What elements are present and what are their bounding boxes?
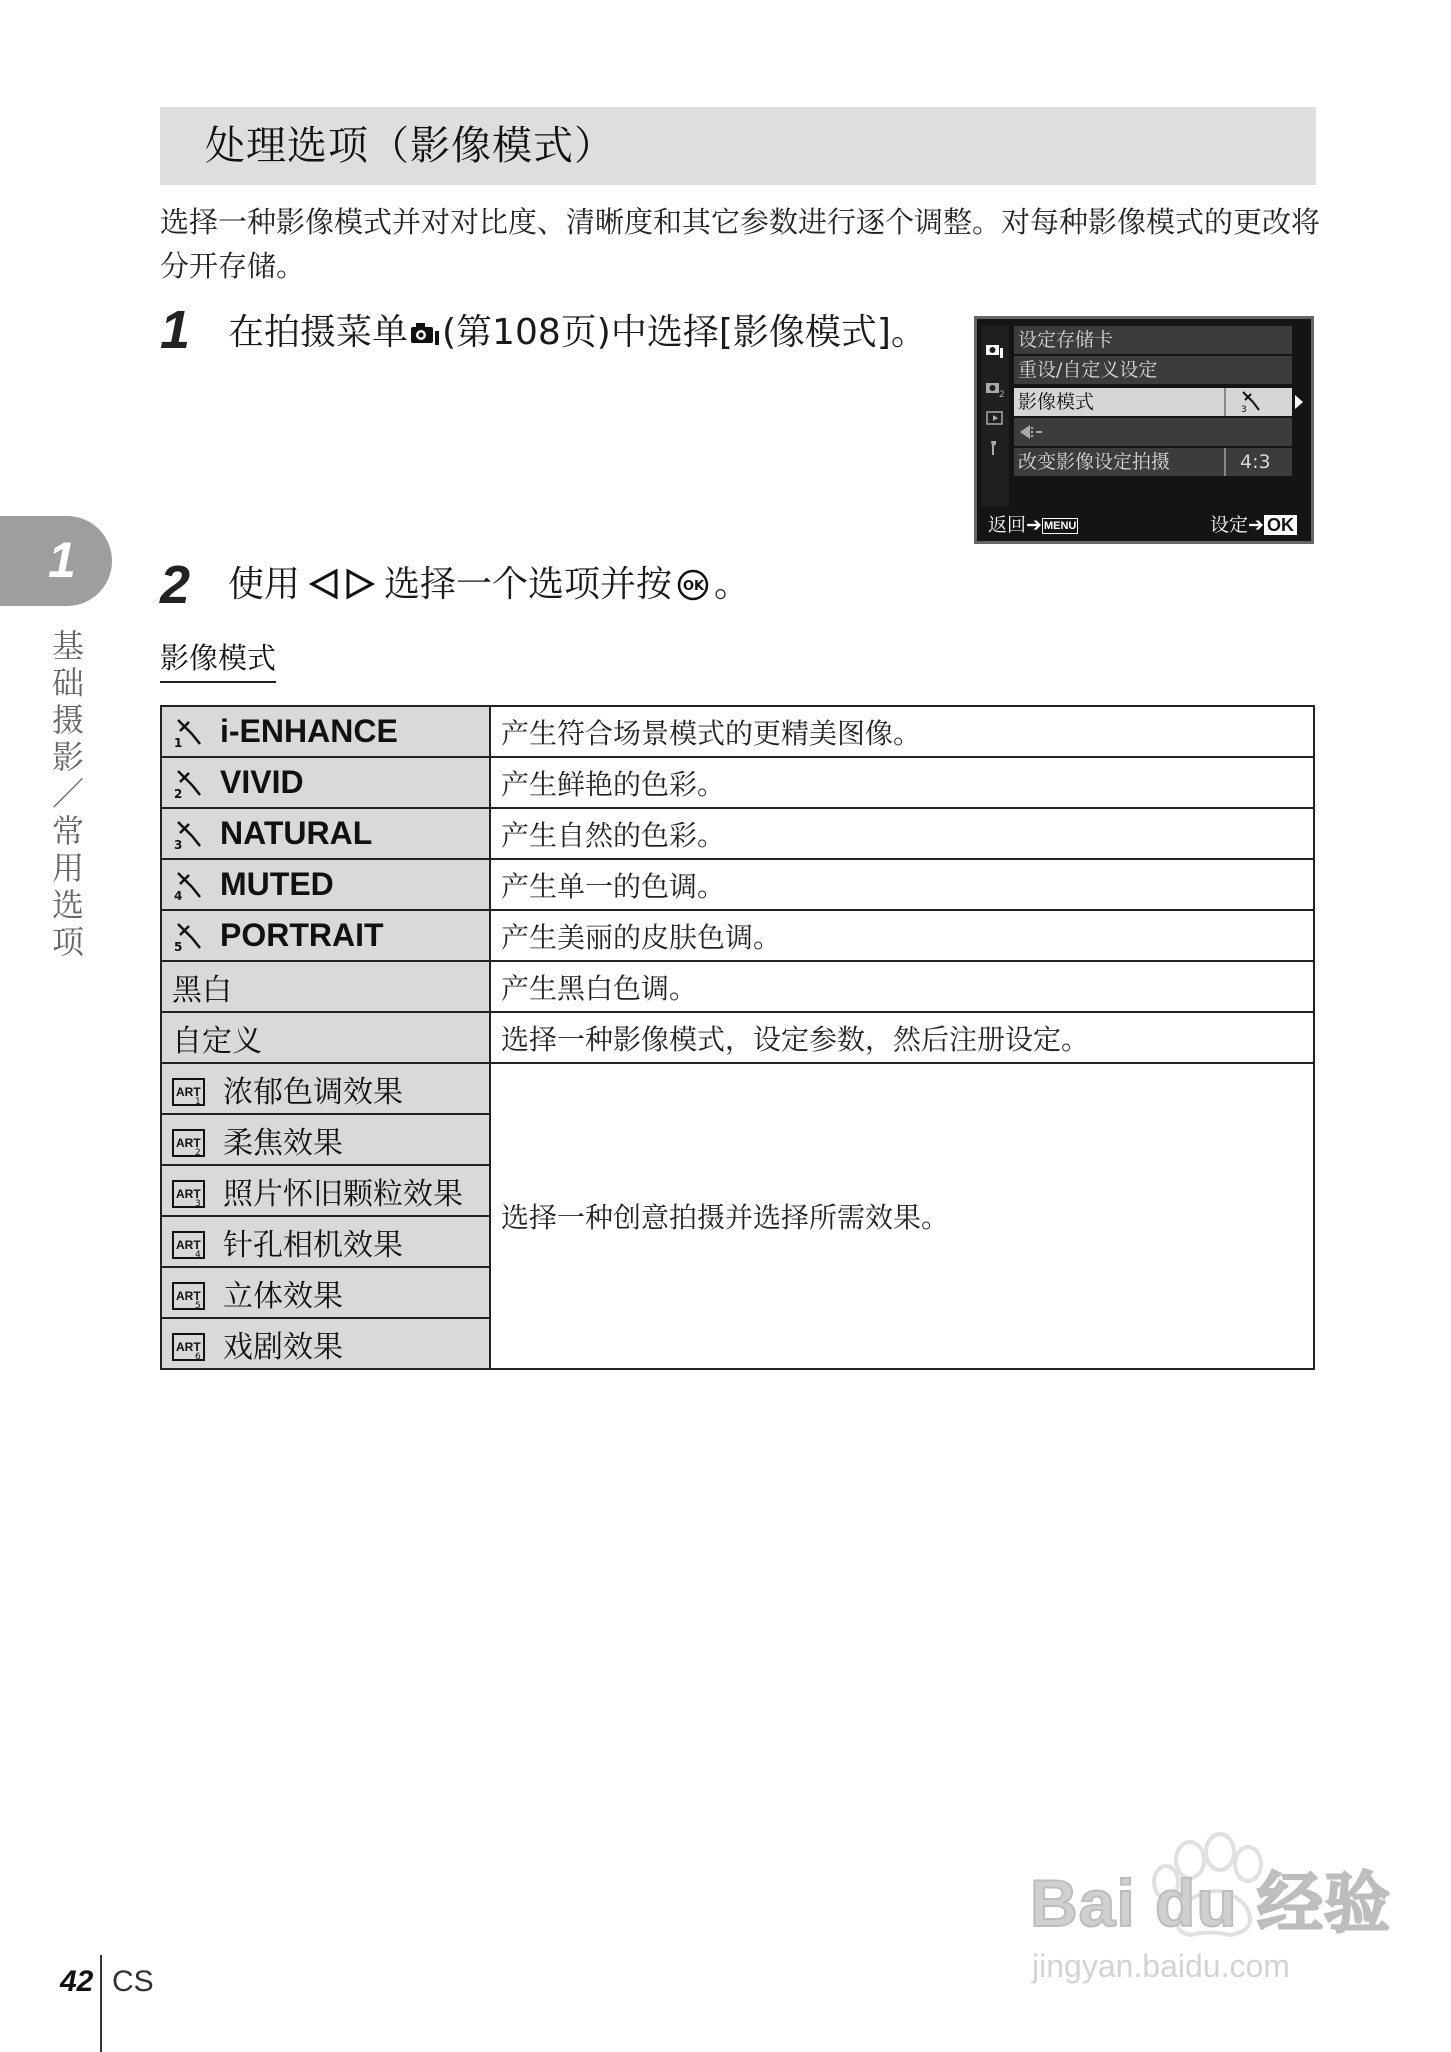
art-name-cell bbox=[161, 1216, 490, 1267]
mode-desc-cell: 产生自然的色彩。 bbox=[490, 808, 1314, 859]
art-6-icon bbox=[172, 1333, 205, 1361]
picture-mode-1-icon bbox=[172, 714, 206, 748]
mode-name: NATURAL bbox=[220, 815, 373, 851]
step-2-number: 2 bbox=[160, 555, 191, 615]
mode-desc-cell: 产生符合场景模式的更精美图像。 bbox=[490, 706, 1314, 757]
mode-desc-cell: 产生鲜艳的色彩。 bbox=[490, 757, 1314, 808]
art-3-icon bbox=[172, 1180, 205, 1208]
picture-mode-2-icon bbox=[172, 765, 206, 799]
watermark-brand: Bai du 经验 bbox=[1030, 1866, 1392, 1940]
camera-menu-row-value bbox=[1224, 388, 1284, 416]
table-row bbox=[161, 808, 1314, 859]
camera-menu-row-label: 改变影像设定拍摄 bbox=[1018, 451, 1171, 473]
picture-mode-3-icon bbox=[172, 816, 206, 850]
svg-text:5: 5 bbox=[174, 940, 183, 952]
svg-text:2: 2 bbox=[195, 1147, 201, 1157]
svg-text:ART: ART bbox=[176, 1339, 201, 1354]
svg-text:ART: ART bbox=[176, 1288, 201, 1303]
ok-button-icon bbox=[676, 568, 710, 602]
picture-mode-4-icon bbox=[172, 867, 206, 901]
art-desc-cell: 选择一种创意拍摄并选择所需效果。 bbox=[490, 1063, 1314, 1369]
svg-text:3: 3 bbox=[174, 838, 183, 850]
mode-name-cell bbox=[161, 859, 490, 910]
mode-name-cell bbox=[161, 706, 490, 757]
picture-mode-3-icon bbox=[1240, 389, 1262, 413]
camera-menu-row[interactable] bbox=[1014, 418, 1292, 446]
mode-name-cell bbox=[161, 910, 490, 961]
art-name: 针孔相机效果 bbox=[223, 1227, 403, 1263]
table-row bbox=[161, 859, 1314, 910]
section-heading: 影像模式 bbox=[160, 636, 276, 683]
table-row bbox=[161, 961, 1314, 1012]
mode-name-cell: 黑白 bbox=[161, 961, 490, 1012]
set-label: 设定 bbox=[1210, 514, 1249, 536]
camera-back-hint: 返回➔ MENU bbox=[988, 514, 1077, 536]
mode-desc-cell: 产生黑白色调。 bbox=[490, 961, 1314, 1012]
camera-menu-sidebar bbox=[981, 326, 1009, 506]
shooting-menu-1-icon bbox=[410, 321, 440, 347]
picture-mode-5-icon bbox=[172, 918, 206, 952]
page-number: 42 bbox=[60, 1965, 94, 1998]
footer-divider bbox=[100, 1955, 102, 2052]
picture-mode-table bbox=[160, 705, 1315, 1370]
language-code: CS bbox=[112, 1965, 154, 1998]
camera-set-hint: 设定➔ OK bbox=[1210, 513, 1297, 537]
art-name-cell bbox=[161, 1165, 490, 1216]
step-1-text-after: (第108页)中选择[影像模式]。 bbox=[442, 312, 927, 353]
svg-text:ART: ART bbox=[176, 1237, 201, 1252]
mode-name-cell: 自定义 bbox=[161, 1012, 490, 1063]
table-row bbox=[161, 757, 1314, 808]
back-label: 返回 bbox=[988, 514, 1027, 536]
svg-text:2: 2 bbox=[999, 390, 1005, 398]
camera-menu-row[interactable] bbox=[1014, 326, 1292, 354]
mode-name: PORTRAIT bbox=[220, 917, 384, 953]
art-4-icon bbox=[172, 1231, 205, 1259]
svg-text:4: 4 bbox=[174, 889, 183, 901]
camera-menu-row-selected[interactable] bbox=[1014, 388, 1292, 416]
camera-menu-row[interactable] bbox=[1014, 356, 1292, 384]
arrow-right-icon bbox=[1294, 394, 1304, 410]
svg-text:3: 3 bbox=[1241, 405, 1247, 413]
table-row bbox=[161, 1012, 1314, 1063]
art-name: 照片怀旧颗粒效果 bbox=[223, 1176, 463, 1212]
camera-menu-row[interactable] bbox=[1014, 448, 1292, 476]
flash-compensation-icon bbox=[1018, 421, 1052, 443]
svg-text:1: 1 bbox=[195, 1096, 201, 1106]
menu-key: MENU bbox=[1043, 520, 1077, 532]
art-name: 柔焦效果 bbox=[223, 1125, 343, 1161]
playback-menu-icon bbox=[985, 408, 1005, 428]
table-row bbox=[161, 1063, 1314, 1114]
art-name-cell bbox=[161, 1267, 490, 1318]
svg-text:ART: ART bbox=[176, 1135, 201, 1150]
step-2-text-after: 。 bbox=[714, 564, 751, 605]
step-2-text-middle: 选择一个选项并按 bbox=[384, 564, 673, 605]
camera-menu-row-label: 影像模式 bbox=[1018, 391, 1095, 413]
art-5-icon bbox=[172, 1282, 205, 1310]
svg-text:3: 3 bbox=[195, 1198, 201, 1208]
art-1-icon bbox=[172, 1078, 205, 1106]
svg-text:ART: ART bbox=[176, 1084, 201, 1099]
chapter-number: 1 bbox=[48, 532, 76, 588]
camera-menu-row-label: 重设/自定义设定 bbox=[1018, 359, 1158, 381]
watermark-url: jingyan.baidu.com bbox=[1032, 1948, 1290, 1984]
mode-name-cell bbox=[161, 808, 490, 859]
mode-desc-cell: 产生美丽的皮肤色调。 bbox=[490, 910, 1314, 961]
page-title: 处理选项（影像模式） bbox=[205, 123, 615, 169]
svg-text:4: 4 bbox=[195, 1249, 201, 1259]
svg-text:ART: ART bbox=[176, 1186, 201, 1201]
intro-paragraph: 选择一种影像模式并对对比度、清晰度和其它参数进行逐个调整。对每种影像模式的更改将分开存储。 bbox=[160, 205, 1321, 283]
svg-text:2: 2 bbox=[174, 787, 183, 799]
art-name: 立体效果 bbox=[223, 1278, 343, 1314]
ok-key: OK bbox=[1264, 515, 1297, 535]
step-2-text bbox=[228, 560, 750, 610]
art-name-cell bbox=[161, 1318, 490, 1369]
step-1-text-before: 在拍摄菜单 bbox=[228, 312, 409, 353]
shooting-menu-2-icon bbox=[985, 378, 1005, 398]
art-name: 戏剧效果 bbox=[223, 1329, 343, 1365]
chapter-label: 基础摄影／常用选项 bbox=[51, 627, 84, 961]
step-1-text bbox=[228, 308, 927, 358]
step-2-text-before: 使用 bbox=[228, 564, 301, 605]
art-name: 浓郁色调效果 bbox=[223, 1074, 403, 1110]
camera-menu-row-label: 设定存储卡 bbox=[1018, 329, 1114, 351]
art-name-cell bbox=[161, 1114, 490, 1165]
svg-text:6: 6 bbox=[195, 1351, 201, 1361]
table-row bbox=[161, 706, 1314, 757]
camera-menu-row-value: 4:3 bbox=[1224, 448, 1284, 476]
mode-desc-cell: 产生单一的色调。 bbox=[490, 859, 1314, 910]
art-name-cell bbox=[161, 1063, 490, 1114]
mode-name-cell bbox=[161, 757, 490, 808]
shooting-menu-1-icon bbox=[985, 340, 1005, 360]
svg-text:5: 5 bbox=[195, 1300, 201, 1310]
setup-menu-icon bbox=[985, 438, 1005, 458]
mode-name: i-ENHANCE bbox=[220, 713, 398, 749]
mode-desc-cell: 选择一种影像模式，设定参数，然后注册设定。 bbox=[490, 1012, 1314, 1063]
svg-text:1: 1 bbox=[174, 736, 183, 748]
left-right-arrows-icon bbox=[306, 567, 378, 601]
step-1-number: 1 bbox=[160, 300, 191, 360]
mode-name: VIVID bbox=[220, 764, 304, 800]
svg-text:OK: OK bbox=[683, 579, 705, 594]
table-row bbox=[161, 910, 1314, 961]
art-2-icon bbox=[172, 1129, 205, 1157]
mode-name: MUTED bbox=[220, 866, 334, 902]
